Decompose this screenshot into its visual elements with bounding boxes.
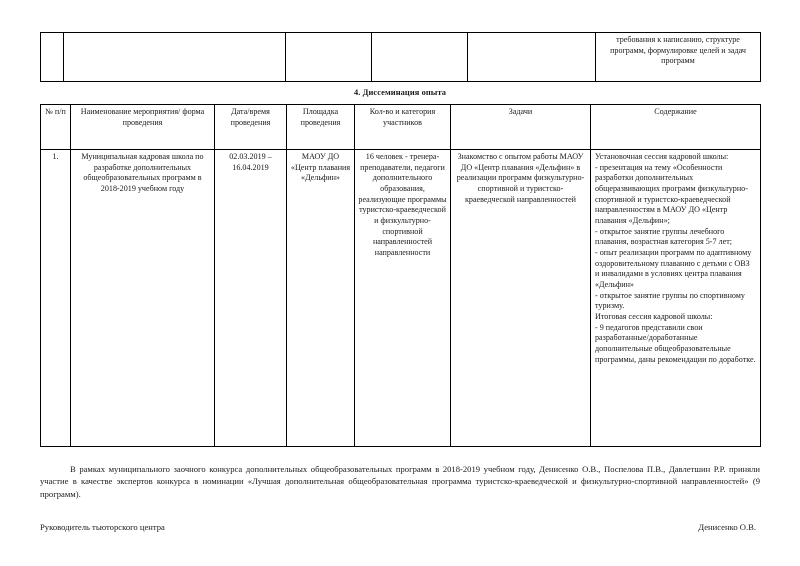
cell-venue: МАОУ ДО «Центр плавания «Дельфин» xyxy=(287,150,355,447)
continued-cell-5: требования к написанию, структуре программ, формулировке целей и задач программ xyxy=(596,33,761,82)
signature-role: Руководитель тьюторского центра xyxy=(40,522,165,533)
column-header-date: Дата/время проведения xyxy=(215,105,287,150)
signature-name: Денисенко О.В. xyxy=(698,522,756,533)
section-heading: 4. Диссеминация опыта xyxy=(353,88,447,97)
content-line: - открытое занятие группы по спортивному туризму. xyxy=(595,290,745,311)
continued-cell-3 xyxy=(372,33,468,82)
column-header-content: Содержание xyxy=(591,105,761,150)
cell-content xyxy=(591,150,761,447)
cell-event-name: Муниципальная кадровая школа по разработке дополнительных общеобразовательных программ в 2018-2019 учебном году xyxy=(71,150,215,447)
content-line: Итоговая сессия кадровой школы: xyxy=(595,312,713,322)
column-header-participants: Кол-во и категория участников xyxy=(355,105,451,150)
table-row xyxy=(41,150,761,447)
cell-tasks: Знакомство с опытом работы МАОУ ДО «Центр плавания «Дельфин» в реализации программ физкультурно-спортивной и туристско-краеведческой направленностей xyxy=(451,150,591,447)
content-line: - открытое занятие группы лечебного плавания, возрастная категория 5-7 лет; xyxy=(595,226,732,247)
column-header-number: № п/п xyxy=(41,105,71,150)
cell-date: 02.03.2019 – 16.04.2019 xyxy=(215,150,287,447)
content-line: Установочная сессия кадровой школы: xyxy=(595,152,729,161)
continued-cell-2 xyxy=(286,33,372,82)
continued-cell-4 xyxy=(468,33,596,82)
signature-block xyxy=(40,522,760,532)
dissemination-table xyxy=(40,104,761,447)
content-line: - презентация на тему «Особенности разработки дополнительных общеразвивающих программ физкультурно-спортивной и туристско-краеведческой направленностям в МАОУ ДО «Центр плавания «Дельфин»; xyxy=(595,162,748,226)
table-header-row xyxy=(41,105,761,150)
continued-cell-1 xyxy=(64,33,286,82)
content-line: - опыт реализации программ по адаптивному оздоровительному плаванию с детьми с ОВЗ и инвалидами в условиях центра плавания «Дельфин» xyxy=(595,248,752,290)
column-header-venue: Площадка проведения xyxy=(287,105,355,150)
table-row xyxy=(41,33,761,82)
column-header-event-name: Наименование мероприятия/ форма проведения xyxy=(71,105,215,150)
continued-table xyxy=(40,32,761,82)
column-header-tasks: Задачи xyxy=(451,105,591,150)
continued-cell-0 xyxy=(41,33,64,82)
cell-row-number: 1. xyxy=(41,150,71,447)
summary-paragraph: В рамках муниципального заочного конкурса дополнительных общеобразовательных программ в 2018-2019 учебном году, Денисенко О.В., Поспелова П.В., Давлетшин Р.Р. приняли участие в качестве экспертов конкурса в номинации «Лучшая дополнительная общеобразовательная программа туристско-краеведческой и физкультурно-спортивной направленностей» (9 программ). xyxy=(40,464,760,499)
content-line: - 9 педагогов представили свои разработанные/доработанные дополнительные общеобразовательные программы, даны рекомендации по доработке. xyxy=(595,322,756,364)
cell-participants: 16 человек - тренера-преподаватели, педагоги дополнительного образования, реализующие программы туристско-краеведческой и физкультурно-спортивной направленностей направленности xyxy=(355,150,451,447)
